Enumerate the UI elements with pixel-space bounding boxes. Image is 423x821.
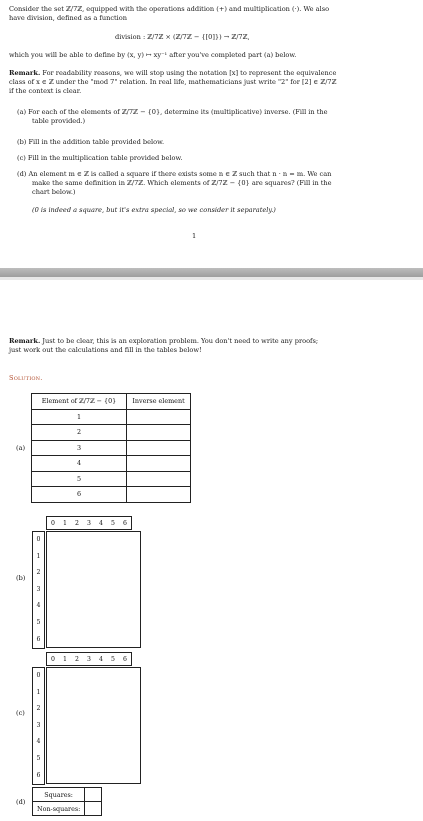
multiplication-table-row-header [32, 667, 45, 785]
addition-table-header [46, 516, 132, 530]
element-cell: 1 [32, 409, 127, 425]
table-row [32, 409, 191, 425]
row-header: 5 [36, 754, 41, 762]
column-header: 6 [123, 519, 127, 527]
table-c-label: (c) [16, 709, 25, 717]
table-row [32, 456, 191, 472]
multiplication-table-header [46, 652, 132, 666]
table-row [32, 440, 191, 456]
table-b-label: (b) [16, 574, 26, 582]
inverse-table-header [32, 394, 191, 410]
inverse-cell[interactable] [127, 471, 191, 487]
table-a-label: (a) [16, 444, 26, 452]
column-header: 0 [51, 655, 55, 663]
inverse-cell[interactable] [127, 456, 191, 472]
row-header: 6 [36, 635, 41, 643]
column-header: 3 [87, 655, 91, 663]
column-header: 0 [51, 519, 55, 527]
table-row [32, 487, 191, 503]
page-separator-highlight [0, 277, 423, 280]
non-squares-label: Non-squares: [33, 802, 85, 816]
element-column-header: Element of ℤ/7ℤ − {0} [32, 394, 127, 410]
intro-line-1: Consider the set ℤ/7ℤ, equipped with the operations addition (+) and multiplication (·). We also [9, 5, 330, 13]
column-header: 6 [123, 655, 127, 663]
remark-label: Remark. [9, 69, 41, 77]
page-number: 1 [192, 232, 197, 240]
remark-2-label: Remark. [9, 337, 41, 345]
row-header: 5 [36, 618, 41, 626]
part-d-line-3: chart below.) [32, 188, 76, 196]
row-header: 1 [36, 552, 41, 560]
row-header: 4 [36, 738, 41, 746]
row-header: 2 [36, 705, 41, 713]
column-header: 4 [99, 655, 103, 663]
intro-line-2: have division, defined as a function [9, 14, 127, 22]
part-d-line-2: make the same definition in ℤ/7ℤ. Which elements of ℤ/7ℤ − {0} are squares? (Fill in the [32, 179, 332, 187]
row-header: 6 [36, 771, 41, 779]
row-header: 1 [36, 688, 41, 696]
remark-2-text-1: Just to be clear, this is an exploration problem. You don't need to write any proofs; [40, 337, 319, 345]
row-header: 4 [36, 602, 41, 610]
column-header: 3 [87, 519, 91, 527]
column-header: 5 [111, 519, 115, 527]
inverse-cell[interactable] [127, 425, 191, 441]
element-cell: 2 [32, 425, 127, 441]
column-header: 1 [63, 519, 67, 527]
remark-1-line-3: if the context is clear. [9, 87, 82, 95]
multiplication-table-body[interactable] [46, 667, 141, 784]
table-row [33, 802, 102, 816]
element-cell: 4 [32, 456, 127, 472]
part-d-line-1: (d) An element m ∈ ℤ is called a square if there exists some n ∈ ℤ such that n · n = m. We can [17, 170, 332, 178]
column-header: 2 [75, 655, 79, 663]
remark-1-line-2: class of x ∈ ℤ under the "mod 7" relation. In real life, mathematicians just write "2" for [2] ∈ ℤ/7ℤ [9, 78, 337, 86]
solution-heading: Solution. [9, 374, 43, 382]
column-header: 5 [111, 655, 115, 663]
table-row [33, 788, 102, 802]
squares-table [32, 787, 102, 816]
remark-1-line-1 [9, 69, 336, 78]
part-a-line-1: (a) For each of the elements of ℤ/7ℤ − {0}, determine its (multiplicative) inverse. (Fill in the [17, 108, 328, 116]
row-header: 3 [36, 585, 41, 593]
remark-2-line-1 [9, 337, 318, 346]
row-header: 0 [36, 536, 41, 543]
squares-label: Squares: [33, 788, 85, 802]
table-d-label: (d) [16, 798, 26, 806]
inverse-cell[interactable] [127, 440, 191, 456]
column-header: 2 [75, 519, 79, 527]
non-squares-answer-cell[interactable] [85, 802, 102, 816]
squares-answer-cell[interactable] [85, 788, 102, 802]
element-cell: 3 [32, 440, 127, 456]
inverse-column-header: Inverse element [127, 394, 191, 410]
addition-table-row-header [32, 531, 45, 649]
part-b: (b) Fill in the addition table provided below. [17, 138, 165, 146]
row-header: 2 [36, 569, 41, 577]
part-a-line-2: table provided.) [32, 117, 86, 125]
row-header: 0 [36, 672, 41, 679]
remark-2-line-2: just work out the calculations and fill in the tables below! [9, 346, 202, 354]
addition-table-body[interactable] [46, 531, 141, 648]
row-header: 3 [36, 721, 41, 729]
table-row [32, 425, 191, 441]
element-cell: 6 [32, 487, 127, 503]
element-cell: 5 [32, 471, 127, 487]
inverse-cell[interactable] [127, 409, 191, 425]
page-1 [0, 0, 423, 268]
column-header: 1 [63, 655, 67, 663]
table-row [32, 471, 191, 487]
inverse-table [31, 393, 191, 503]
intro-line-3: which you will be able to define by (x, y) ↦ xy⁻¹ after you've completed part (a) below. [9, 51, 297, 59]
page-separator [0, 268, 423, 277]
remark-1-text-1: For readability reasons, we will stop using the notation [x] to represent the equivalence [40, 69, 337, 77]
part-d-note: (0 is indeed a square, but it's extra special, so we consider it separately.) [32, 206, 276, 214]
division-formula: division : ℤ/7ℤ × (ℤ/7ℤ − {[0]}) → ℤ/7ℤ, [115, 33, 250, 41]
inverse-cell[interactable] [127, 487, 191, 503]
part-c: (c) Fill in the multiplication table provided below. [17, 154, 183, 162]
column-header: 4 [99, 519, 103, 527]
